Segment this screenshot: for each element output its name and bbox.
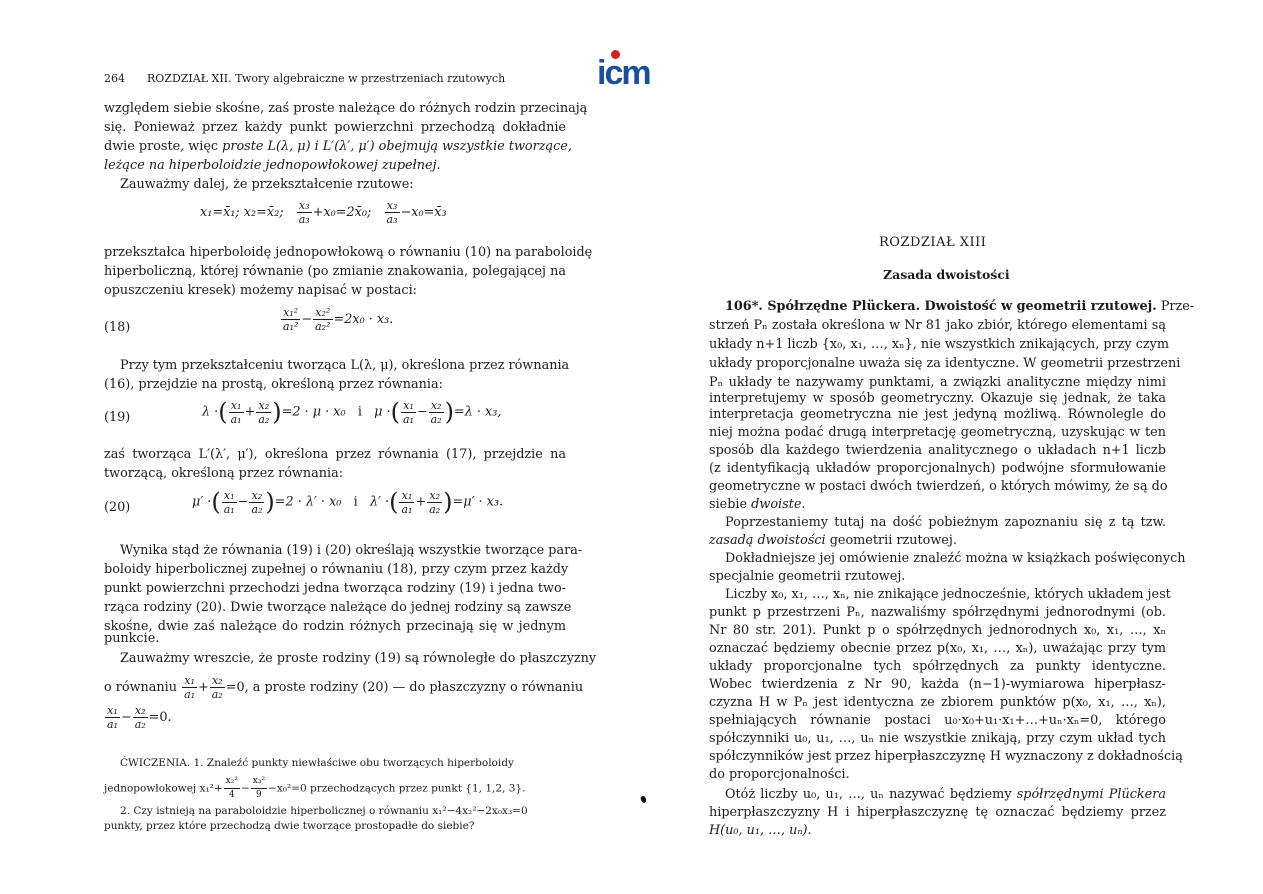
exercise-line: jednopowłokowej x₁²+ $\frac{\text{x₂²}}{4}$ − $\frac{\text{x₃²}}{9}$ −x₀²=0 przechodzących przez punkt {1, 1,2, 3}. [104, 776, 526, 800]
text-line: interpretacja geometryczna nie jest jedyną możliwą. Równolegle do [709, 407, 1166, 422]
text-line [725, 787, 1166, 803]
equation-label: (18) [104, 320, 131, 335]
text-line: boloidy hiperbolicznej zupełnej o równaniu (18), przy czym przez każdy [104, 562, 569, 577]
text-line [709, 533, 957, 549]
fraction: $\frac{\text{x₃²}}{9}$ [252, 776, 266, 800]
fraction: $\frac{\text{x₁}}{\text{a₁}}$ [223, 488, 235, 516]
text-line: punkt p przestrzeni Pₙ, nazwaliśmy spółrzędnymi jednorodnymi (ob. [709, 605, 1166, 620]
text-line: przekształca hiperboloidę jednopowłokową o równaniu (10) na paraboloidę [104, 245, 593, 260]
operator: − [120, 710, 132, 725]
text-line [104, 139, 572, 155]
eq-part: =2 · μ · x₀ [281, 404, 346, 420]
heading-span: 106*. Spółrzędne Plückera. Dwoistość w geometrii rzutowej. [725, 299, 1157, 314]
text-line: Pₙ układy te nazywamy punktami, a związki analityczne między nimi [709, 375, 1166, 390]
text-line: do proporcjonalności. [709, 767, 850, 782]
page-number: 264 [104, 72, 125, 85]
transform-equation [200, 199, 447, 226]
text-line: leżące na hiperboloidzie jednopowłokowej zupełnej. [104, 158, 441, 173]
text-line: Poprzestaniemy tutaj na dość pobieżnym zapoznaniu się z tą tzw. [725, 515, 1166, 530]
fraction: $\frac{\text{x₁}}{\text{a₁}}$ [402, 398, 414, 426]
fraction: $\frac{\text{x₂}}{\text{a₂}}$ [258, 398, 270, 426]
icm-logo [597, 50, 665, 92]
text-line: sposób dla każdego twierdzenia analitycznego o układach n+1 liczb [709, 443, 1166, 458]
eq-part: =μ′ · x₃. [452, 494, 504, 510]
text-line: Dokładniejsze jej omówienie znaleźć można w książkach poświęconych [725, 551, 1186, 566]
eq-part: λ · [202, 404, 219, 420]
fraction: $\frac{\text{x₁}}{\text{a₁}}$ [230, 398, 242, 426]
exercise-line: punkty, przez które przechodzą dwie tworzące prostopadłe do siebie? [104, 820, 475, 832]
ink-blot [640, 795, 647, 803]
operator: + [198, 680, 209, 695]
fraction: $\frac{\text{x₁}}{\text{a₁}}$ [184, 674, 196, 701]
text-span: o równaniu [104, 680, 177, 695]
fraction: $\frac{\text{x₂²}}{4}$ [225, 776, 238, 800]
text-line: układy n+1 liczb {x₀, x₁, …, xₙ}, nie wszystkich znikających, przy czym [709, 337, 1169, 352]
fraction: $\frac{\text{x₂}}{\text{a₂}}$ [211, 674, 223, 701]
text-line: Wynika stąd że równania (19) i (20) określają wszystkie tworzące para- [120, 543, 583, 558]
text-line: specjalnie geometrii rzutowej. [709, 569, 906, 584]
eq-part: λ′ · [369, 494, 390, 510]
text-span: Prze- [1160, 299, 1195, 314]
operator: + [415, 494, 427, 510]
equation-label: (20) [104, 500, 131, 515]
logo-text: icm [597, 54, 650, 92]
fraction: $\frac{\text{x₂}}{\text{a₂}}$ [430, 398, 442, 426]
eq-part: =λ · x₃, [454, 404, 502, 420]
text-span: siebie [709, 497, 752, 512]
text-line: (z identyfikacją układów proporcjonalnych) podwójne sformułowanie [709, 461, 1166, 476]
text-line: Nr 80 str. 201). Punkt p o spółrzędnych jednorodnych x₀, x₁, …, xₙ [709, 623, 1166, 638]
fraction: $\frac{\text{x₁²}}{\text{a₁²}}$ [283, 306, 299, 333]
text-span: −x₀²=0 przechodzących przez punkt {1, 1,2, 3}. [268, 782, 526, 795]
eq-part: −x₀=x̄₃ [400, 205, 447, 220]
text-line: się. Ponieważ przez każdy punkt powierzchni przechodzą dokładnie [104, 120, 566, 135]
exercise-line: ĆWICZENIA. 1. Znaleźć punkty niewłaściwe obu tworzących hiperboloidy [120, 757, 514, 769]
chapter-title: Zasada dwoistości [883, 267, 1010, 282]
text-line: interpretujemy w sposób geometryczny. Okazuje się jednak, że taka [709, 391, 1166, 406]
fraction: $\frac{\text{x₃}}{\text{a₃}}$ [386, 199, 398, 226]
text-line: spółczynników jest przez hiperpłaszczyznę H wyznaczony z dokładnością [709, 749, 1183, 764]
equation-label: (19) [104, 410, 131, 425]
italic-span: proste L(λ, μ) i L′(λ′, μ′) obejmują wszystkie tworzące, [222, 139, 572, 154]
text-line: układy proporcjonalne uważa się za identyczne. W geometrii przestrzeni [709, 356, 1181, 371]
text-line: H(u₀, u₁, …, uₙ). [709, 823, 812, 838]
text-span: Otóż liczby u₀, u₁, …, uₙ nazywać będziemy [725, 787, 1017, 802]
text-line: punkcie. [104, 631, 160, 646]
fraction: $\frac{\text{x₂}}{\text{a₂}}$ [134, 704, 146, 731]
eq-part: i [357, 404, 362, 420]
eq-part: μ · [374, 404, 391, 420]
text-line: oznaczać będziemy obecnie przez p(x₀, x₁, …, xₙ), uważając przy tym [709, 641, 1166, 656]
equation-18 [280, 306, 393, 333]
text-line: zaś tworząca L′(λ′, μ′), określona przez równania (17), przejdzie na [104, 447, 566, 462]
text-line: hiperboliczną, której równanie (po zmianie znakowania, polegającej na [104, 264, 566, 279]
text-line: opuszczeniu kresek) możemy napisać w postaci: [104, 283, 417, 298]
text-line [104, 674, 583, 701]
text-line: tworzącą, określoną przez równania: [104, 466, 344, 481]
operator: + [244, 404, 256, 420]
text-line: Zauważmy wreszcie, że proste rodziny (19) są równoległe do płaszczyzny [120, 651, 597, 666]
fraction: $\frac{\text{x₂}}{\text{a₂}}$ [429, 488, 441, 516]
eq-part: i [353, 494, 358, 510]
text-line [709, 497, 805, 513]
section-heading [725, 299, 1195, 315]
equation-20: μ′ ·( $\frac{\text{x₁}}{\text{a₁}}$ − $\frac{\text{x₂}}{\text{a₂}}$ )=2 · λ′ · x₀ i λ′ ·( $\frac{\text{x₁}}{\text{a₁}}$ + $\frac{\text{x₂}}{\text{a₂}}$ )=μ′ · x₃. [192, 488, 504, 516]
text-span: . [801, 497, 806, 512]
text-line: Zauważmy dalej, że przekształcenie rzutowe: [120, 177, 414, 192]
text-line [104, 704, 172, 731]
text-line: geometryczne w postaci dwóch twierdzeń, o których mówimy, że są do [709, 479, 1168, 494]
text-line: czyzna H w Pₙ jest identyczna ze zbiorem punktów p(x₀, x₁, …, xₙ), [709, 695, 1166, 710]
text-span: geometrii rzutowej. [825, 533, 957, 548]
fraction: $\frac{\text{x₂}}{\text{a₂}}$ [251, 488, 263, 516]
eq-part: μ′ · [192, 494, 212, 510]
fraction: $\frac{\text{x₁}}{\text{a₁}}$ [107, 704, 118, 731]
text-line: układy proporcjonalne tych spółrzędnych za punkty identyczne. [709, 659, 1166, 674]
operator: − [416, 404, 428, 420]
text-line: hiperpłaszczyzny H i hiperpłaszczyznę tę oznaczać będziemy przez [709, 805, 1166, 820]
text-line: spełniających równanie postaci u₀·x₀+u₁·x₁+…+uₙ·xₙ=0, którego [709, 713, 1166, 728]
eq-part: =2x₀ · x₃. [333, 312, 394, 327]
exercise-line: 2. Czy istnieją na paraboloidzie hiperbolicznej o równaniu x₁²−4x₂²−2x₀x₃=0 [120, 805, 528, 817]
eq-part: +x₀=2x̄₀; [312, 205, 372, 220]
fraction: $\frac{\text{x₂²}}{\text{a₂²}}$ [315, 306, 331, 333]
text-line: spółczynniki u₀, u₁, …, uₙ nie wszystkie znikają, przy czym układ tych [709, 731, 1166, 746]
fraction: $\frac{\text{x₁}}{\text{a₁}}$ [401, 488, 413, 516]
text-line: (16), przejdzie na prostą, określoną przez równania: [104, 377, 443, 392]
chapter-number: ROZDZIAŁ XIII [879, 235, 987, 250]
text-line: niej można podać drugą interpretację geometryczną, uzyskując w ten [709, 425, 1166, 440]
text-line: Liczby x₀, x₁, …, xₙ, nie znikające jednocześnie, których układem jest [725, 587, 1171, 602]
italic-span: dwoiste [751, 497, 802, 512]
text-line: Wobec twierdzenia z Nr 90, każda (n−1)-wymiarowa hiperpłasz- [709, 677, 1166, 692]
text-line: Przy tym przekształceniu tworząca L(λ, μ), określona przez równania [120, 358, 570, 373]
italic-span: zasadą dwoistości [709, 533, 826, 548]
text-span: jednopowłokowej x₁²+ [104, 782, 223, 795]
text-line: strzeń Pₙ została określona w Nr 81 jako zbiór, którego elementami są [709, 318, 1166, 333]
operator: − [301, 312, 313, 327]
running-title: ROZDZIAŁ XII. Twory algebraiczne w przestrzeniach rzutowych [147, 72, 506, 85]
equation-19: λ ·( $\frac{\text{x₁}}{\text{a₁}}$ + $\frac{\text{x₂}}{\text{a₂}}$ )=2 · μ · x₀ i μ ·( $\frac{\text{x₁}}{\text{a₁}}$ − $\frac{\text{x₂}}{\text{a₂}}$ )=λ · x₃, [202, 398, 502, 426]
operator: − [237, 494, 249, 510]
fraction: $\frac{\text{x₃}}{\text{a₃}}$ [298, 199, 310, 226]
text-span: dwie proste, więc [104, 139, 223, 154]
text-line: względem siebie skośne, zaś proste należące do różnych rodzin przecinają [104, 101, 588, 116]
text-line: punkt powierzchni przechodzi jedna tworząca rodziny (19) i jedna two- [104, 581, 566, 596]
eq-part: x₁=x̄₁; x₂=x̄₂; [200, 205, 284, 220]
text-line: rząca rodziny (20). Dwie tworzące należące do jednej rodziny są zawsze [104, 600, 572, 615]
text-span: =0, a proste rodziny (20) — do płaszczyzny o równaniu [225, 680, 584, 695]
eq-part: =2 · λ′ · x₀ [274, 494, 342, 510]
italic-span: spółrzędnymi Plückera [1016, 787, 1166, 802]
text-line: skośne, dwie zaś należące do rodzin różnych przecinają się w jednym [104, 619, 566, 634]
text-span: =0. [148, 710, 172, 725]
